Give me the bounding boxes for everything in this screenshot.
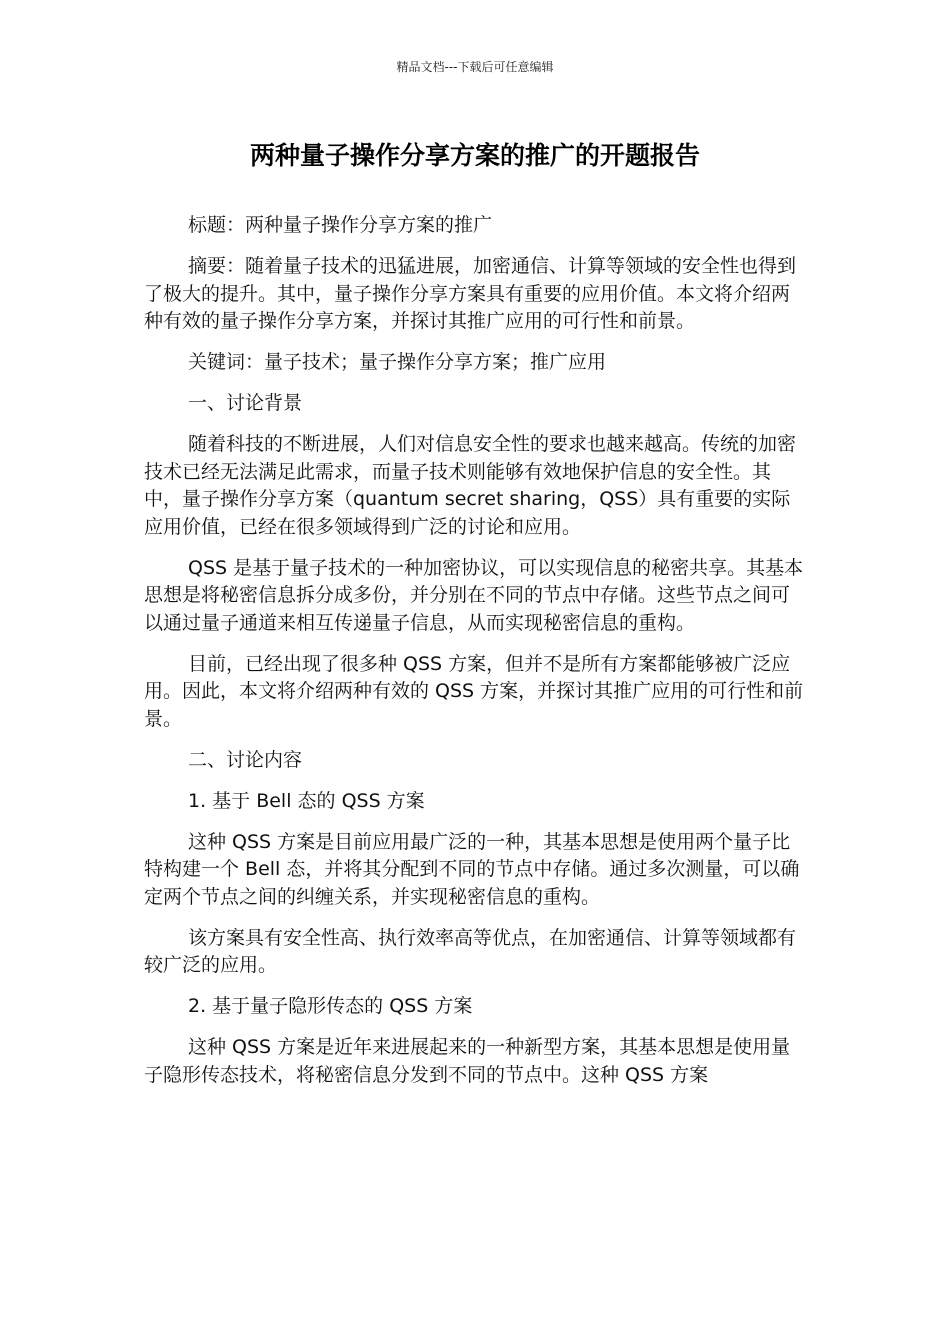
header-note: 精品文档---下载后可任意编辑 <box>396 60 554 74</box>
keywords-line: 关键词：量子技术；量子操作分享方案；推广应用 <box>188 351 607 373</box>
background-paragraph-3: 目前，已经出现了很多种 QSS 方案，但并不是所有方案都能够被广泛应用。因此，本文将介绍两种有效的 QSS 方案，并探讨其推广应用的可行性和前景。 <box>144 652 804 730</box>
subsection-heading-bell: 1. 基于 Bell 态的 QSS 方案 <box>188 789 425 812</box>
section-heading-content: 二、讨论内容 <box>188 748 303 771</box>
title-line: 标题：两种量子操作分享方案的推广 <box>188 214 493 236</box>
bell-paragraph-1: 这种 QSS 方案是目前应用最广泛的一种，其基本思想是使用两个量子比特构建一个 Bell 态，并将其分配到不同的节点中存储。通过多次测量，可以确定两个节点之间的纠缠关系，并实现秘密信息的重构。 <box>144 830 800 908</box>
abstract-paragraph: 摘要：随着量子技术的迅猛进展，加密通信、计算等领域的安全性也得到了极大的提升。其中，量子操作分享方案具有重要的应用价值。本文将介绍两种有效的量子操作分享方案，并探讨其推广应用的可行性和前景。 <box>144 255 797 332</box>
background-paragraph-2: QSS 是基于量子技术的一种加密协议，可以实现信息的秘密共享。其基本思想是将秘密信息拆分成多份，并分别在不同的节点中存储。这些节点之间可以通过量子通道来相互传递量子信息，从而实现秘密信息的重构。 <box>144 556 804 634</box>
background-paragraph-1: 随着科技的不断进展，人们对信息安全性的要求也越来越高。传统的加密技术已经无法满足此需求，而量子技术则能够有效地保护信息的安全性。其中，量子操作分享方案（quantum secret sharing，QSS）具有重要的实际应用价值，已经在很多领域得到广泛的讨论和应用。 <box>144 433 797 538</box>
section-heading-background: 一、讨论背景 <box>188 392 303 414</box>
document-title: 两种量子操作分享方案的推广的开题报告 <box>249 141 700 170</box>
bell-paragraph-2: 该方案具有安全性高、执行效率高等优点，在加密通信、计算等领域都有较广泛的应用。 <box>144 926 797 976</box>
teleportation-paragraph-1: 这种 QSS 方案是近年来进展起来的一种新型方案，其基本思想是使用量子隐形传态技术，将秘密信息分发到不同的节点中。这种 QSS 方案 <box>144 1036 791 1086</box>
subsection-heading-teleportation: 2. 基于量子隐形传态的 QSS 方案 <box>188 995 473 1017</box>
document-body <box>144 212 808 1103</box>
